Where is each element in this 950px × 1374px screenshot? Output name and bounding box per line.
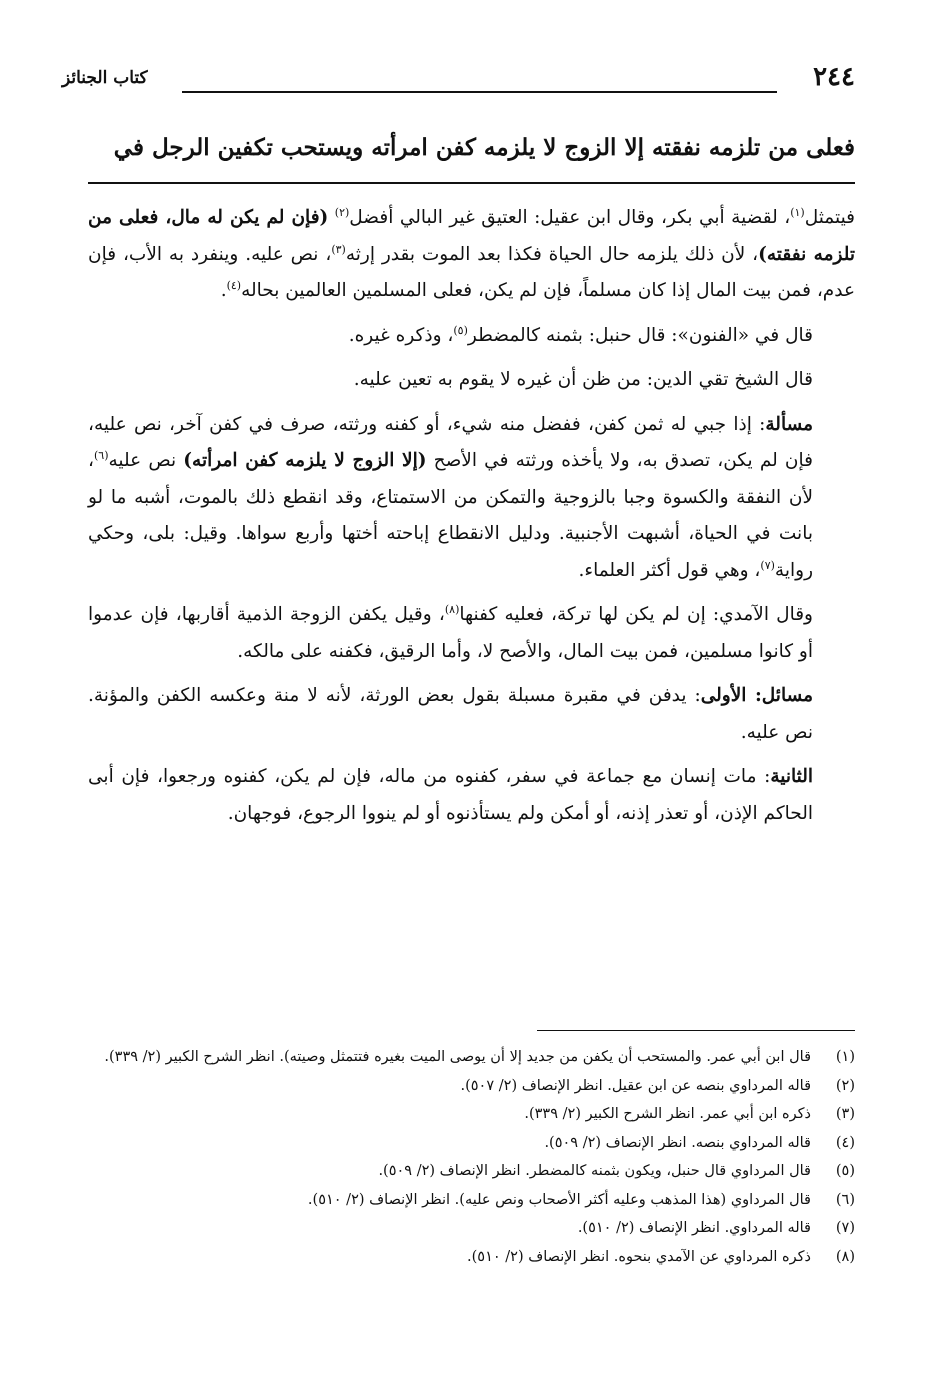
footnote (88, 1043, 855, 1072)
paragraph-1 (88, 200, 855, 310)
commentary-body (88, 200, 855, 840)
paragraph-2 (88, 318, 855, 355)
header-rule (182, 91, 777, 93)
footnote-number: (٨) (835, 1248, 855, 1265)
footnote-text: قاله المرداوي. انظر الإنصاف (٢/ ٥١٠). (577, 1220, 811, 1236)
footnote-ref[interactable]: (١) (790, 205, 805, 219)
footnote-number: (٣) (835, 1106, 855, 1122)
text-run: قال في «الفنون»: قال حنبل: بثمنه كالمضطر (467, 324, 813, 346)
text-run: ، لقضية أبي بكر، وقال ابن عقيل: العتيق غير البالي أفضل (349, 207, 791, 228)
page-header (62, 62, 855, 102)
footnote-text: ذكره المرداوي عن الآمدي بنحوه. انظر الإنصاف (٢/ ٥١٠). (467, 1248, 811, 1265)
footnote-ref[interactable]: (٧) (760, 558, 775, 572)
paragraph-5 (88, 597, 855, 670)
footnote (88, 1100, 855, 1129)
matn-rule (88, 182, 855, 184)
text-run: ، لأن ذلك يلزمه حال الحياة فكذا بعد الموت بقدر إرثه (345, 243, 759, 265)
matn-quote: (فإن لم يكن له مال، فعلى من تلزمه نفقته) (88, 207, 855, 265)
footnote-text: قال المرداوي (هذا المذهب وعليه أكثر الأصحاب ونص عليه). انظر الإنصاف (٢/ ٥١٠). (307, 1191, 811, 1208)
matn-text: فعلى من تلزمه نفقته إلا الزوج لا يلزمه كفن امرأته ويستحب تكفين الرجل في (113, 134, 855, 161)
footnote-number: (٤) (835, 1134, 855, 1151)
text-run: نص عليه (108, 450, 184, 471)
footnote (88, 1186, 855, 1215)
text-run: : إذا جبي له ثمن كفن، ففضل منه شيء، أو كفنه ورثته، صرف في كفن آخر، نص عليه، فإن لم يكن، تصدق به، ولا يأخذه ورثته في الأصح (88, 413, 813, 471)
footnote (88, 1157, 855, 1186)
footnote-text: ذكره ابن أبي عمر. انظر الشرح الكبير (٢/ ٣٣٩). (524, 1106, 811, 1122)
book-title: كتاب الجنائز (62, 68, 148, 88)
text-run: ، نص عليه. وينفرد به الأب، فإن عدم، فمن بيت المال إذا كان مسلماً، فإن لم يكن، فعلى المسلمين العالمين بحاله (88, 243, 855, 301)
section-heading: مسألة (765, 413, 813, 435)
text-run: ، وهي قول أكثر العلماء. (578, 559, 761, 581)
footnote-ref[interactable]: (٦) (93, 448, 109, 462)
footnote-rule (537, 1030, 855, 1031)
footnote-text: قاله المرداوي بنصه. انظر الإنصاف (٢/ ٥٠٩). (544, 1134, 811, 1151)
matn-quote: (إلا الزوج لا يلزمه كفن امرأته) (183, 450, 427, 471)
footnote (88, 1072, 855, 1101)
footnote-ref[interactable]: (٤) (226, 278, 242, 292)
footnote-text: قاله المرداوي بنصه عن ابن عقيل. انظر الإنصاف (٢/ ٥٠٧). (460, 1077, 811, 1094)
paragraph-6 (88, 678, 855, 751)
text-run: . (220, 280, 227, 301)
footnote-number: (٦) (835, 1191, 855, 1208)
footnote-text: قال المرداوي قال حنبل، ويكون بثمنه كالمضطر. انظر الإنصاف (٢/ ٥٠٩). (378, 1163, 811, 1179)
text-run: : مات إنسان مع جماعة في سفر، كفنوه من ماله، فإن لم يكن، كفنوه ورجعوا، فإن أبى الحاكم الإذن، أو تعذر إذنه، أو أمكن ولم يستأذنوه أو لم ينووا الرجوع، فوجهان. (88, 766, 813, 824)
text-run: ، لأن النفقة والكسوة وجبا بالزوجية والتمكن من الاستمتاع، وقد انقطع ذلك بالموت، أشبه ما لو بانت في الحياة، أشبهت الأجنبية. ودليل الانقطاع إباحته أختها وأربع سواها. وقيل: بلى، وحكي رواية (88, 450, 813, 581)
footnote-number: (٧) (835, 1220, 855, 1236)
footnote-ref[interactable]: (٥) (453, 323, 468, 337)
footnote (88, 1129, 855, 1158)
footnote-ref[interactable]: (٨) (444, 602, 460, 616)
text-run: وقال الآمدي: إن لم يكن لها تركة، فعليه كفنها (459, 604, 813, 625)
text-run: : يدفن في مقبرة مسبلة بقول بعض الورثة، لأنه لا منة وعكسه الكفن والمؤنة. نص عليه. (88, 685, 813, 743)
section-heading: الثانية (770, 766, 813, 787)
footnote-ref[interactable]: (٣) (331, 242, 346, 256)
paragraph-4 (88, 407, 855, 590)
paragraph-3: قال الشيخ تقي الدين: من ظن أن غيره لا يقوم به تعين عليه. (353, 369, 813, 390)
footnote-number: (٥) (835, 1163, 855, 1179)
footnote-number: (١) (835, 1049, 855, 1065)
footnotes (88, 1043, 855, 1271)
footnote (88, 1243, 855, 1272)
text-run: ، وقيل يكفن الزوجة الذمية أقاربها، فإن عدموا أو كانوا مسلمين، فمن بيت المال، والأصح لا، وأما الرقيق، فكفنه على مالكه. (88, 604, 813, 662)
footnote-ref[interactable]: (٢) (334, 205, 350, 219)
text-run: ، وذكره غيره. (348, 324, 454, 346)
footnote (88, 1214, 855, 1243)
text-run: فيتمثل (804, 207, 855, 228)
paragraph-7 (88, 759, 855, 832)
footnote-text: قال ابن أبي عمر. والمستحب أن يكفن من جديد إلا أن يوصى الميت بغيره فتتمثل وصيته). انظر الشرح الكبير (٢/ ٣٣٩). (104, 1049, 811, 1065)
section-heading: مسائل: الأولى (700, 685, 813, 706)
page-number: ٢٤٤ (813, 62, 855, 92)
footnote-number: (٢) (835, 1077, 855, 1094)
